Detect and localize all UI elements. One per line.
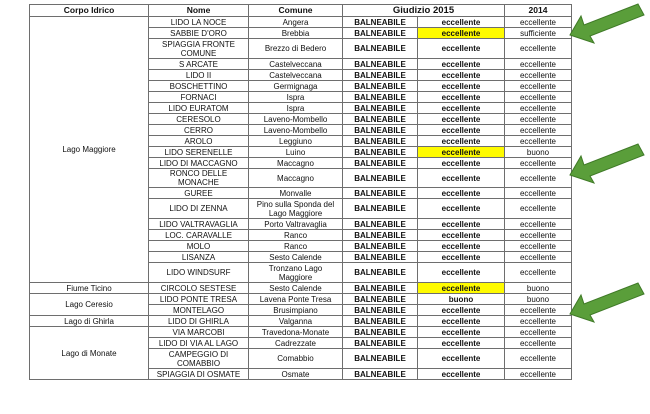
comune-cell: Pino sulla Sponda del Lago Maggiore xyxy=(249,199,343,219)
quality-2015-cell: eccellente xyxy=(418,136,505,147)
balneability-table xyxy=(29,4,572,380)
giudizio-cell: BALNEABILE xyxy=(343,219,418,230)
nome-cell: AROLO xyxy=(149,136,249,147)
quality-2015-cell: eccellente xyxy=(418,158,505,169)
quality-2014-cell: eccellente xyxy=(505,369,572,380)
quality-2014-cell: eccellente xyxy=(505,230,572,241)
quality-2015-cell: eccellente xyxy=(418,338,505,349)
giudizio-cell: BALNEABILE xyxy=(343,125,418,136)
nome-cell: LIDO VALTRAVAGLIA xyxy=(149,219,249,230)
giudizio-cell: BALNEABILE xyxy=(343,92,418,103)
quality-2014-cell: eccellente xyxy=(505,327,572,338)
quality-2015-cell: buono xyxy=(418,294,505,305)
quality-2014-cell: eccellente xyxy=(505,199,572,219)
quality-2014-cell: eccellente xyxy=(505,305,572,316)
nome-cell: LIDO PONTE TRESA xyxy=(149,294,249,305)
giudizio-cell: BALNEABILE xyxy=(343,59,418,70)
quality-2015-cell: eccellente xyxy=(418,114,505,125)
quality-2014-cell: eccellente xyxy=(505,241,572,252)
giudizio-cell: BALNEABILE xyxy=(343,188,418,199)
comune-cell: Laveno-Mombello xyxy=(249,125,343,136)
comune-cell: Leggiuno xyxy=(249,136,343,147)
comune-cell: Osmate xyxy=(249,369,343,380)
quality-2015-cell: eccellente xyxy=(418,199,505,219)
comune-cell: Valganna xyxy=(249,316,343,327)
quality-2015-cell: eccellente xyxy=(418,219,505,230)
comune-cell: Travedona-Monate xyxy=(249,327,343,338)
giudizio-cell: BALNEABILE xyxy=(343,81,418,92)
nome-cell: S ARCATE xyxy=(149,59,249,70)
quality-2015-cell: eccellente xyxy=(418,39,505,59)
quality-2014-cell: eccellente xyxy=(505,39,572,59)
nome-cell: GUREE xyxy=(149,188,249,199)
nome-cell: CIRCOLO SESTESE xyxy=(149,283,249,294)
giudizio-cell: BALNEABILE xyxy=(343,103,418,114)
nome-cell: LIDO DI MACCAGNO xyxy=(149,158,249,169)
arrow-left-icon xyxy=(566,3,646,47)
table-row xyxy=(30,294,572,305)
comune-cell: Sesto Calende xyxy=(249,283,343,294)
table-row xyxy=(30,327,572,338)
quality-2014-cell: eccellente xyxy=(505,136,572,147)
comune-cell: Brusimpiano xyxy=(249,305,343,316)
giudizio-cell: BALNEABILE xyxy=(343,17,418,28)
comune-cell: Ispra xyxy=(249,103,343,114)
giudizio-cell: BALNEABILE xyxy=(343,230,418,241)
quality-2014-cell: buono xyxy=(505,294,572,305)
comune-cell: Tronzano Lago Maggiore xyxy=(249,263,343,283)
comune-cell: Brezzo di Bedero xyxy=(249,39,343,59)
quality-2015-cell: eccellente xyxy=(418,327,505,338)
comune-cell: Lavena Ponte Tresa xyxy=(249,294,343,305)
nome-cell: LIDO WINDSURF xyxy=(149,263,249,283)
giudizio-cell: BALNEABILE xyxy=(343,305,418,316)
quality-2014-cell: eccellente xyxy=(505,188,572,199)
comune-cell: Ranco xyxy=(249,230,343,241)
quality-2015-cell: eccellente xyxy=(418,252,505,263)
quality-2014-cell: eccellente xyxy=(505,70,572,81)
giudizio-cell: BALNEABILE xyxy=(343,241,418,252)
quality-2014-cell: eccellente xyxy=(505,125,572,136)
quality-2015-cell: eccellente xyxy=(418,188,505,199)
giudizio-cell: BALNEABILE xyxy=(343,338,418,349)
comune-cell: Ispra xyxy=(249,92,343,103)
quality-2015-cell: eccellente xyxy=(418,81,505,92)
quality-2014-cell: eccellente xyxy=(505,263,572,283)
table-body xyxy=(30,17,572,380)
nome-cell: LIDO SERENELLE xyxy=(149,147,249,158)
giudizio-cell: BALNEABILE xyxy=(343,136,418,147)
quality-2015-cell: eccellente xyxy=(418,316,505,327)
comune-cell: Maccagno xyxy=(249,158,343,169)
quality-2015-cell: eccellente xyxy=(418,103,505,114)
header-nome: Nome xyxy=(149,5,249,17)
comune-cell: Monvalle xyxy=(249,188,343,199)
giudizio-cell: BALNEABILE xyxy=(343,114,418,125)
quality-2015-cell: eccellente xyxy=(418,92,505,103)
quality-2014-cell: eccellente xyxy=(505,81,572,92)
comune-cell: Germignaga xyxy=(249,81,343,92)
giudizio-cell: BALNEABILE xyxy=(343,294,418,305)
quality-2015-cell: eccellente xyxy=(418,169,505,188)
header-2014: 2014 xyxy=(505,5,572,17)
comune-cell: Sesto Calende xyxy=(249,252,343,263)
nome-cell: LISANZA xyxy=(149,252,249,263)
quality-2015-cell: eccellente xyxy=(418,241,505,252)
nome-cell: MONTELAGO xyxy=(149,305,249,316)
quality-2015-cell: eccellente xyxy=(418,305,505,316)
giudizio-cell: BALNEABILE xyxy=(343,158,418,169)
comune-cell: Brebbia xyxy=(249,28,343,39)
quality-2015-cell: eccellente xyxy=(418,147,505,158)
header-giudizio-2015: Giudizio 2015 xyxy=(343,5,505,17)
quality-2014-cell: eccellente xyxy=(505,59,572,70)
quality-2014-cell: sufficiente xyxy=(505,28,572,39)
header-comune: Comune xyxy=(249,5,343,17)
quality-2015-cell: eccellente xyxy=(418,369,505,380)
table-row xyxy=(30,316,572,327)
quality-2014-cell: eccellente xyxy=(505,169,572,188)
nome-cell: VIA MARCOBI xyxy=(149,327,249,338)
quality-2014-cell: eccellente xyxy=(505,92,572,103)
comune-cell: Porto Valtravaglia xyxy=(249,219,343,230)
quality-2014-cell: eccellente xyxy=(505,349,572,369)
quality-2015-cell: eccellente xyxy=(418,70,505,81)
nome-cell: RONCO DELLE MONACHE xyxy=(149,169,249,188)
comune-cell: Castelveccana xyxy=(249,70,343,81)
giudizio-cell: BALNEABILE xyxy=(343,283,418,294)
quality-2015-cell: eccellente xyxy=(418,349,505,369)
giudizio-cell: BALNEABILE xyxy=(343,327,418,338)
nome-cell: FORNACI xyxy=(149,92,249,103)
nome-cell: SPIAGGIA FRONTE COMUNE xyxy=(149,39,249,59)
quality-2014-cell: eccellente xyxy=(505,252,572,263)
table-row xyxy=(30,17,572,28)
arrow-left-icon xyxy=(566,143,646,187)
nome-cell: SABBIE D'ORO xyxy=(149,28,249,39)
header-corpo-idrico: Corpo Idrico xyxy=(30,5,149,17)
comune-cell: Angera xyxy=(249,17,343,28)
quality-2014-cell: buono xyxy=(505,283,572,294)
corpo-idrico-cell: Lago Ceresio xyxy=(30,294,149,316)
quality-2015-cell: eccellente xyxy=(418,230,505,241)
nome-cell: CAMPEGGIO DI COMABBIO xyxy=(149,349,249,369)
comune-cell: Laveno-Mombello xyxy=(249,114,343,125)
quality-2014-cell: eccellente xyxy=(505,219,572,230)
nome-cell: SPIAGGIA DI OSMATE xyxy=(149,369,249,380)
header-row xyxy=(30,5,572,17)
corpo-idrico-cell: Fiume Ticino xyxy=(30,283,149,294)
quality-2014-cell: eccellente xyxy=(505,103,572,114)
quality-2015-cell: eccellente xyxy=(418,283,505,294)
comune-cell: Ranco xyxy=(249,241,343,252)
nome-cell: LIDO DI ZENNA xyxy=(149,199,249,219)
table-row xyxy=(30,283,572,294)
quality-2014-cell: eccellente xyxy=(505,114,572,125)
giudizio-cell: BALNEABILE xyxy=(343,39,418,59)
quality-2015-cell: eccellente xyxy=(418,125,505,136)
comune-cell: Castelveccana xyxy=(249,59,343,70)
giudizio-cell: BALNEABILE xyxy=(343,169,418,188)
nome-cell: LOC. CARAVALLE xyxy=(149,230,249,241)
quality-2014-cell: eccellente xyxy=(505,158,572,169)
nome-cell: LIDO LA NOCE xyxy=(149,17,249,28)
nome-cell: BOSCHETTINO xyxy=(149,81,249,92)
quality-2014-cell: eccellente xyxy=(505,316,572,327)
comune-cell: Comabbio xyxy=(249,349,343,369)
giudizio-cell: BALNEABILE xyxy=(343,199,418,219)
arrow-left-icon xyxy=(566,282,646,326)
comune-cell: Luino xyxy=(249,147,343,158)
nome-cell: LIDO DI GHIRLA xyxy=(149,316,249,327)
corpo-idrico-cell: Lago Maggiore xyxy=(30,17,149,283)
nome-cell: CERRO xyxy=(149,125,249,136)
comune-cell: Maccagno xyxy=(249,169,343,188)
corpo-idrico-cell: Lago di Monate xyxy=(30,327,149,380)
nome-cell: CERESOLO xyxy=(149,114,249,125)
quality-2014-cell: buono xyxy=(505,147,572,158)
quality-2015-cell: eccellente xyxy=(418,28,505,39)
nome-cell: LIDO DI VIA AL LAGO xyxy=(149,338,249,349)
corpo-idrico-cell: Lago di Ghirla xyxy=(30,316,149,327)
giudizio-cell: BALNEABILE xyxy=(343,369,418,380)
quality-2014-cell: eccellente xyxy=(505,17,572,28)
nome-cell: LIDO EURATOM xyxy=(149,103,249,114)
giudizio-cell: BALNEABILE xyxy=(343,349,418,369)
giudizio-cell: BALNEABILE xyxy=(343,316,418,327)
giudizio-cell: BALNEABILE xyxy=(343,28,418,39)
nome-cell: MOLO xyxy=(149,241,249,252)
quality-2015-cell: eccellente xyxy=(418,17,505,28)
nome-cell: LIDO II xyxy=(149,70,249,81)
quality-2014-cell: eccellente xyxy=(505,338,572,349)
comune-cell: Cadrezzate xyxy=(249,338,343,349)
quality-2015-cell: eccellente xyxy=(418,263,505,283)
giudizio-cell: BALNEABILE xyxy=(343,70,418,81)
giudizio-cell: BALNEABILE xyxy=(343,252,418,263)
giudizio-cell: BALNEABILE xyxy=(343,263,418,283)
giudizio-cell: BALNEABILE xyxy=(343,147,418,158)
quality-2015-cell: eccellente xyxy=(418,59,505,70)
